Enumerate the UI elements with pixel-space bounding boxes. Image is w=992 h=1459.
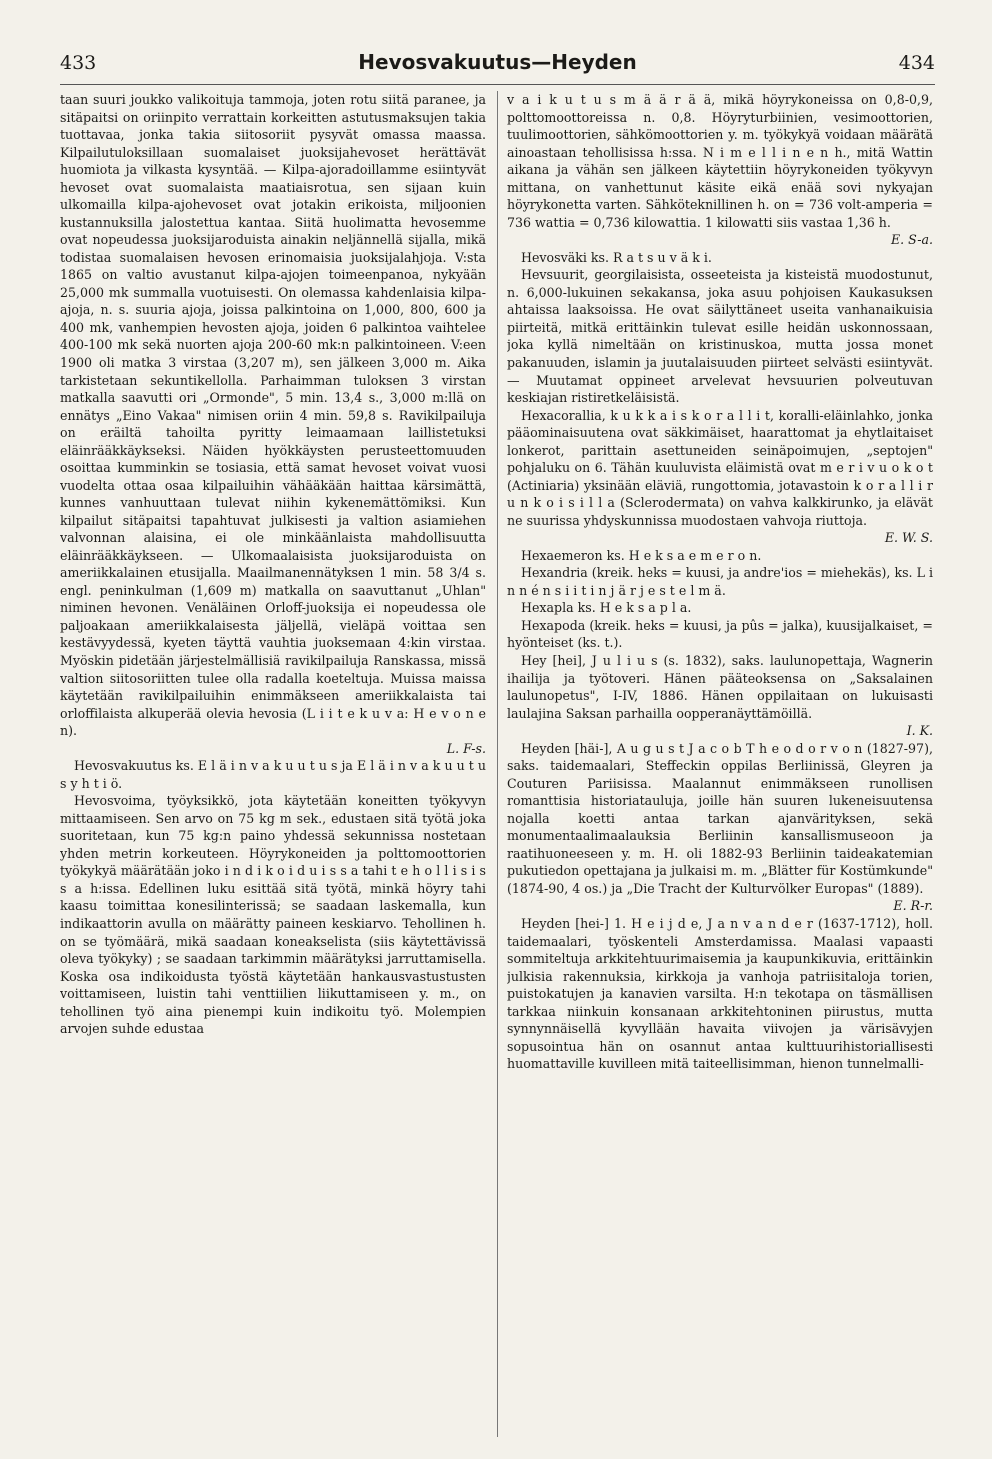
entry-hexaemeron: Hexaemeron ks. H e k s a e m e r o n. — [521, 547, 762, 563]
entry-hexandria: Hexandria (kreik. heks = kuusi, ja andre'ios = miehekäs), ks. L i n n é n s i i t i n j ä r j e s t e l m ä. — [507, 565, 933, 598]
page-header — [60, 50, 935, 85]
signature: E. W. S. — [884, 530, 933, 546]
entry-hexapla: Hexapla ks. H e k s a p l a. — [521, 600, 692, 616]
entry-hevosvoima: Hevosvoima, työyksikkö, jota käytetään koneitten työkyvyn mittaamiseen. Sen arvo on 75 kg m sek., edustaen sitä työtä joka suoritetaan, kun 75 kg:n paino yhdessä sekunnissa nostetaan yhden metrin korkeuteen. Höyrykoneiden ja polttomoottorien työkykyä määrätään joko i n d i k o i d u i s s a tahi t e h o l l i s i s s a h:issa. Edellinen luku esittää sitä työtä, minkä höyry tahi kaasu toimittaa konesilinterissä; se saadaan laskemalla, kun indikaattorin avulla on määrätty paineen keskiarvo. Tehollinen h. on se työmäärä, mikä saadaan koneakselista (siis käytettävissä oleva työkyky) ; se saadaan tarkimmin määrätyksi jarruttamisella. Koska osa indikoidusta työstä käytetään hankausvastustusten voittamiseen, luistin tahi venttiilien liikuttamiseen y. m., on tehollinen työ aina pienempi kuin indikoitu työ. Molempien arvojen suhde edustaa — [60, 793, 486, 1037]
left-page-number: 433 — [60, 52, 97, 74]
entry-hevsuurit: Hevsuurit, georgilaisista, osseeteista ja kisteistä muodostunut, n. 6,000-lukuinen sekakansa, joka asuu pohjoisen Kaukasuksen ahtaissa laaksoissa. He ovat säilyttäneet useita vanhanaikuisia piirteitä, mitkä erittäinkin tulevat esille heidän uskonnossaan, joka kyllä nimeltään on kristinuskoa, mutta jossa monet pakanuuden, islamin ja juutalaisuuden piirteet selvästi esiintyvät. — Muutamat oppineet arvelevat hevsuurien polveutuvan keskiajan ristiretkeläisistä. — [507, 267, 933, 406]
signature: E. R-r. — [893, 898, 933, 914]
right-page-number: 434 — [898, 52, 935, 74]
entry-heyden-jan: Heyden [hei-] 1. H e i j d e, J a n v a n d e r (1637-1712), holl. taidemaalari, työskenteli Amsterdamissa. Maalasi vapaasti sommiteltuja arkkitehtuurimaisemia ja kaupunkikuvia, erittäinkin julkisia rakennuksia, kirkkoja ja vanhoja patriisitaloja torien, puistokatujen ja kanavien varsilta. H:n tekotapa on täsmällisen tarkkaa niinkuin konsanaan arkkitehtoninen piirustus, mutta synnynnäisellä kyvyllään havaita viivojen ja värisävyjen sopusointua hän on osannut antaa kulttuurihistoriallisesti huomattaville kuvilleen mitä taiteellisimman, hienon tunnelmalli- — [507, 915, 933, 1072]
signature: I. K. — [906, 723, 933, 739]
entry-hexapoda: Hexapoda (kreik. heks = kuusi, ja pûs = jalka), kuusijalkaiset, = hyönteiset (ks. t.). — [507, 617, 933, 651]
running-title: Hevosvakuutus—Heyden — [358, 50, 637, 74]
column-divider — [497, 91, 498, 1437]
entry-hevosvakuutus: Hevosvakuutus ks. E l ä i n v a k u u t u s ja E l ä i n v a k u u t u s y h t i ö. — [60, 758, 486, 791]
entry-heyden-august: Heyden [häi-], A u g u s t J a c o b T h e o d o r v o n (1827-97), saks. taidemaalari, Steffeckin oppilas Berliinissä, Gleyren ja Couturen Pariisissa. Maalannut enimmäkseen runollisen romanttisia historiatauluja, joille hän suuren lukeneisuutensa nojalla koetti antaa tarkan ajanvärityksen, sekä monumentaalimaalauksia Berliinin kansallismuseoon ja raatihuoneeseen y. m. H. oli 1882-93 Berliinin taideakatemian pukutiedon opettajana ja julkaisi m. m. „Blätter für Kostümkunde" (1874-90, 4 os.) ja „Die Tracht der Kulturvölker Europas" (1889). — [507, 740, 933, 896]
paragraph-hevosvoima-continuation: v a i k u t u s m ä ä r ä ä, mikä höyrykoneissa on 0,8-0,9, polttomoottoreissa n. 0,8. Höyryturbiinien, vesimoottorien, tuulimoottorien, sähkömoottorien y. m. työkykyä voidaan määrätä ainoastaan tehollisissa h:ssa. N i m e l l i n e n h., mitä Wattin aikana ja vähän sen jälkeen käytettiin höyrykoneiden työkyvyn mittana, on vanhettunut käsite eikä enää sovi nykyajan höyrykonetta varten. Sähköteknillinen h. on = 736 volt-amperia = 736 wattia = 0,736 kilowattia. 1 kilowatti siis vastaa 1,36 h. — [507, 92, 933, 230]
entry-hevosvaki: Hevosväki ks. R a t s u v ä k i. — [521, 249, 712, 265]
signature: E. S-a. — [890, 232, 933, 248]
paragraph-hevonen-continuation: taan suuri joukko valikoituja tammoja, joten rotu siitä paranee, ja sitäpaitsi on oriinpito verrattain korkeitten astutusmaksujen takia tuottavaa, jonka takia siitosoriit pysyvät omassa maassa. Kilpailutuloksillaan suomalaiset juoksijahevoset herättävät huomiota ja vilkasta kysyntää. — Kilpa-ajoradoillamme esiintyvät hevoset ovat suomalaista maatiaisrotua, sen sijaan kuin ulkomailla kilpa-ajohevoset ovat jotakin erikoista, miljoonien kustannuksilla jalostettua kantaa. Siitä huolimatta hevosemme ovat nopeudessa juoksijaroduista ainakin neljännellä sijalla, mikä todistaa suomalaisen hevosen erinomaisia juoksijalahjoja. V:sta 1865 on valtio avustanut kilpa-ajojen toimeenpanoa, nykyään 25,000 mk summalla vuotuisesti. On olemassa kahdenlaisia kilpa-ajoja, n. s. suuria ajoja, joissa palkintoina on 1,000, 800, 600 ja 400 mk, vanhempien hevosten ajoja, joiden 6 palkintoa vaihtelee 400-100 mk sekä nuorten ajoja 200-60 mk:n palkintoineen. V:een 1900 oli matka 3 virstaa (3,207 m), sen jälkeen 3,000 m. Aika tarkistetaan sekuntikellolla. Parhaimman tuloksen 3 virstan matkalla saavutti ori „Ormonde", 5 min. 13,4 s., 3,000 m:llä on ennätys „Eino Vakaa" nimisen oriin 4 min. 59,8 s. Ravikilpailuja on eräiltä tahoilta pyritty leimaamaan laillistetuksi eläinrääkkäykseksi. Näiden hyökkäysten perusteettomuuden osoittaa kumminkin se tosiasia, että samat hevoset voivat vuosi vuodelta ottaa osaa kilpailuihin vähääkään haittaa kärsimättä, kunnes vanhuuttaan tulevat niihin kykenemättömiksi. Kun kilpailut sitäpaitsi tapahtuvat julkisesti ja valtion asiamiehen valvonnan alaisina, ei ole minkäänlaista mahdollisuutta eläinrääkkäykseen. — Ulkomaalaisista juoksijaroduista on ameriikkalainen etusijalla. Maailmanennätyksen 1 min. 58 3/4 s. engl. peninkulman (1,609 m) matkalla on saavuttanut „Uhlan" niminen hevonen. Venäläinen Orloff-juoksija ei nopeudessa ole paljoakaan ameriikkalaisesta jäljellä, vieläpä voittaa sen kestävyydessä, kyeten täyttä vauhtia juoksemaan 4:kin virstaa. Myöskin pidetään järjestelmällisiä ravikilpailuja Ranskassa, missä valtion siitosoriitten tulee olla radalla koeteltuja. Muissa maissa käytetään ravikilpailuihin enimmäkseen ameriikkalaista tai orloffilaista alkuperää olevia hevosia (L i i t e k u v a: H e v o n e n). — [60, 92, 486, 739]
right-column — [507, 91, 933, 1437]
signature: L. F-s. — [446, 740, 486, 756]
entry-hey: Hey [hei], J u l i u s (s. 1832), saks. laulunopettaja, Wagnerin ihailija ja työtoveri. Hänen pääteoksensa on „Saksalainen laulunopetus", I-IV, 1886. Hänen oppilaitaan on lukuisasti laulajina Saksan parhailla oopperanäyttämöillä. — [507, 653, 933, 721]
entry-hexacorallia: Hexacorallia, k u k k a i s k o r a l l i t, koralli-eläinlahko, jonka pääominaisuutena ovat säkkimäiset, haarattomat ja ehytlaitaiset lonkerot, parittain asettuneiden seinäpoimujen, „septojen" pohjaluku on 6. Tähän kuuluvista eläimistä ovat m e r i v u o k o t (Actiniaria) yksinään eläviä, rungottomia, jotavastoin k o r a l l i r u n k o i s i l l a (Sclerodermata) on vahva kalkkirunko, ja elävät ne suurissa yhdyskunnissa muodostaen vahvoja riuttoja. — [507, 407, 933, 528]
left-column — [60, 91, 486, 1437]
